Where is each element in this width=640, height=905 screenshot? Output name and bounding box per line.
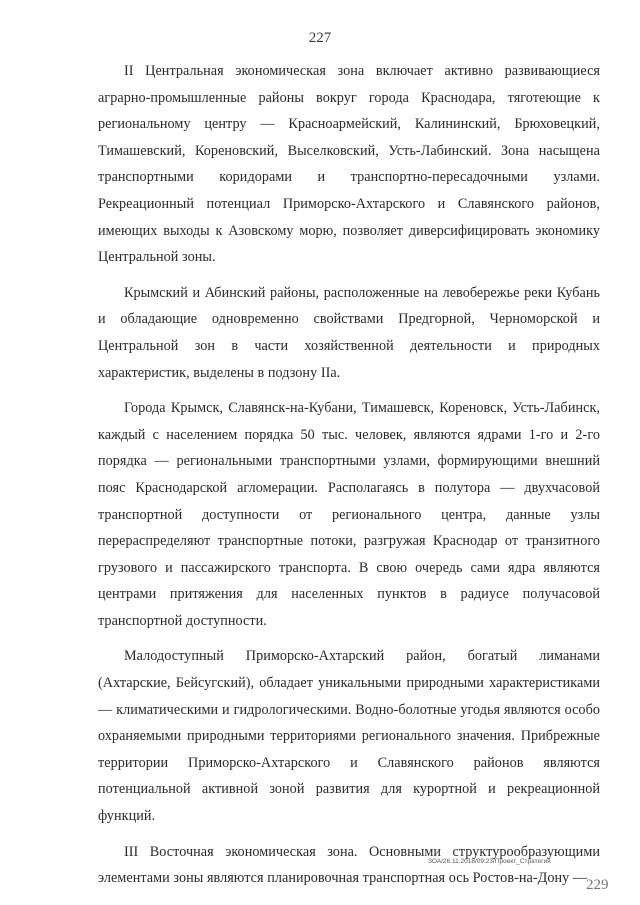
paragraph-eastern-zone: III Восточная экономическая зона. Основными структурообразующими элементами зоны являются планировочная транспортная ось Ростов-на-Дону — xyxy=(98,843,600,887)
page-number: 227 xyxy=(308,30,332,46)
paragraph-cities: Города Крымск, Славянск-на-Кубани, Тимашевск, Кореновск, Усть-Лабинск, каждый с населением порядка 50 тыс. человек, являются ядрами 1-го и 2-го порядка — региональными транспортными узлами, формирующими внешний пояс Краснодарской агломерации. Располагаясь в полутора — двухчасовой транспортной доступности от регионального центра, данные узлы перераспределяют транспортные потоки, разгружая Краснодар от транзитного грузового и пассажирского транспорта. В свою очередь сами ядра являются центрами притяжения для населенных пунктов в радиусе получасовой транспортной доступности. xyxy=(98,400,600,629)
footer-stamp: ЗОА/26.11.2018/09:23/Проект_Стратегия xyxy=(428,858,551,865)
paragraph-subzone-2a: Крымский и Абинский районы, расположенные на левобережье реки Кубань и обладающие одновременно свойствами Предгорной, Черноморской и Центральной зон в части хозяйственной деятельности и природных характеристик, выделены в подзону IIа. xyxy=(98,284,600,381)
body-text xyxy=(98,58,600,901)
paragraph-central-zone: II Центральная экономическая зона включает активно развивающиеся аграрно-промышленные районы вокруг города Краснодара, тяготеющие к региональному центру — Красноармейский, Калининский, Брюховецкий, Тимашевский, Кореновский, Выселковский, Усть-Лабинский. Зона насыщена транспортными коридорами и транспортно-пересадочными узлами. Рекреационный потенциал Приморско-Ахтарского и Славянского районов, имеющих выходы к Азовскому морю, позволяет диверсифицировать экономику Центральной зоны. xyxy=(98,63,600,266)
paragraph-primorsko-akhtarsky: Малодоступный Приморско-Ахтарский район, богатый лиманами (Ахтарские, Бейсугский), обладает уникальными природными характеристиками — климатическими и гидрологическими. Водно-болотные угодья являются особо охраняемыми природными территориями регионального значения. Прибрежные территории Приморско-Ахтарского и Славянского районов являются потенциальной активной зоной развития для курортной и рекреационной функций. xyxy=(98,648,600,825)
footer-page-number: 229 xyxy=(586,877,609,893)
